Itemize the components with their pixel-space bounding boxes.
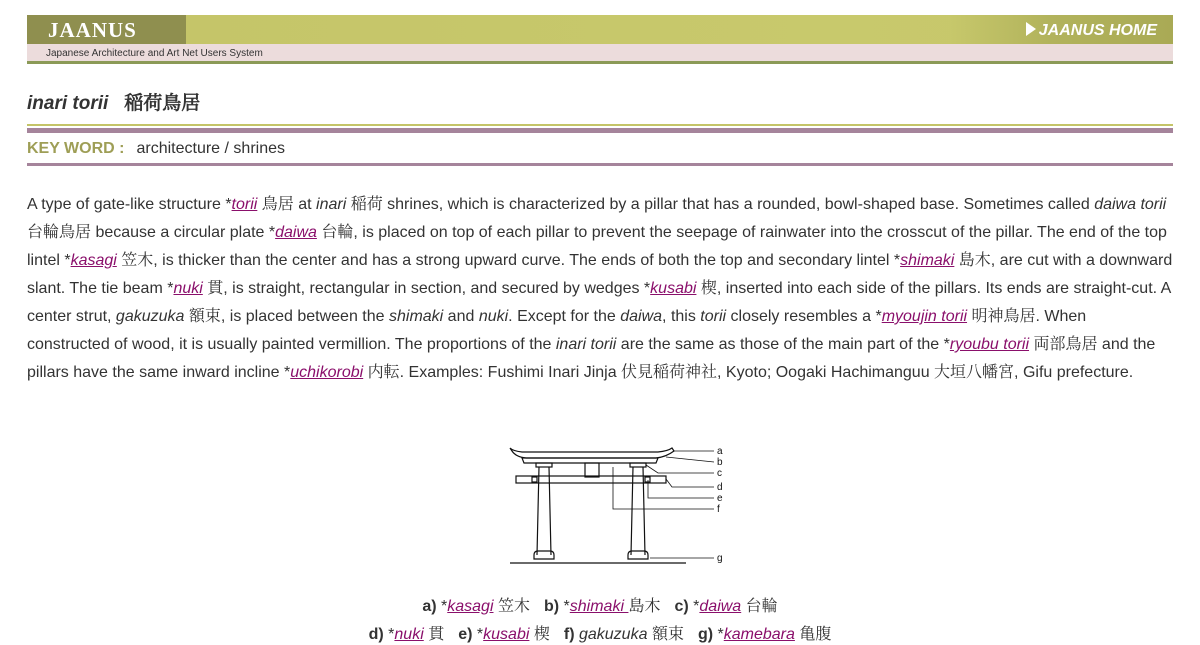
legend-japanese: 笠木 [497, 598, 530, 615]
legend-japanese: 貫 [428, 626, 445, 643]
link-ryoubu-torii[interactable]: ryoubu torii [949, 336, 1030, 353]
diagram-label-c: c [717, 468, 722, 479]
diagram-label-g: g [717, 553, 723, 564]
divider [27, 163, 1173, 166]
text: * [693, 598, 700, 615]
legend-key: f) [563, 626, 575, 643]
text: A type of gate-like structure * [27, 196, 232, 213]
site-header [27, 15, 1173, 64]
text: 額束, is placed between the [184, 308, 389, 325]
text: 台輪, is placed on top of each pillar to prevent the seepage of rainwater into the crosscut of the pillar. The end of the top lintel * [27, 224, 1167, 269]
legend-japanese: 亀腹 [799, 626, 832, 643]
term: gakuzuka [115, 308, 185, 325]
play-arrow-icon [1026, 22, 1036, 36]
legend-key: d) [368, 626, 384, 643]
text: * [476, 626, 484, 643]
legend-link-daiwa[interactable]: daiwa [699, 598, 742, 615]
diagram-label-b: b [717, 457, 723, 468]
home-link-label: JAANUS HOME [1038, 22, 1157, 39]
text: * [717, 626, 724, 643]
text: 貫, is straight, rectangular in section, and secured by wedges * [202, 280, 651, 297]
diagram-label-a: a [717, 446, 723, 457]
text: 両部鳥居 and the pillars have the same inward incline * [27, 336, 1156, 381]
text: 笠木, is thicker than the center and has a strong upward curve. The ends of both the top and secondary lintel * [116, 252, 901, 269]
term: daiwa [620, 308, 663, 325]
diagram-label-e: e [717, 493, 723, 504]
diagram-label-f: f [717, 504, 720, 515]
term: torii [700, 308, 727, 325]
link-torii[interactable]: torii [231, 196, 258, 213]
text: 内転. Examples: Fushimi Inari Jinja 伏見稲荷神社, Kyoto; Oogaki Hachimanguu 大垣八幡宮, Gifu prefecture. [363, 364, 1134, 381]
text: * [388, 626, 395, 643]
legend-link-kusabi[interactable]: kusabi [483, 626, 530, 643]
link-kusabi[interactable]: kusabi [650, 280, 697, 297]
text: . Except for the [508, 308, 621, 325]
term: inari [316, 196, 347, 213]
entry-description [27, 191, 1173, 387]
keyword-row [27, 133, 1173, 163]
legend-japanese: 台輪 [745, 598, 778, 615]
link-uchikorobi[interactable]: uchikorobi [290, 364, 364, 381]
legend-key: b) [543, 598, 560, 615]
term: nuki [478, 308, 509, 325]
term: inari torii [555, 336, 617, 353]
title-romaji: inari torii [27, 93, 109, 114]
header-bar [27, 15, 1173, 44]
link-nuki[interactable]: nuki [173, 280, 203, 297]
legend-link-kasagi[interactable]: kasagi [447, 598, 494, 615]
diagram-label-d: d [717, 482, 723, 493]
text: 楔, inserted into each side of the pillars. Its ends are straight-cut. A center strut, [27, 280, 1171, 325]
text: 明神鳥居. When constructed of wood, it is usually painted vermillion. The proportions of the [27, 308, 1087, 353]
legend-key: a) [422, 598, 437, 615]
diagram-legend-row-1 [27, 593, 1173, 616]
legend-key: e) [458, 626, 473, 643]
keyword-label: KEY WORD : [27, 140, 125, 157]
text: and [443, 308, 479, 325]
site-subtitle: Japanese Architecture and Art Net Users System [27, 44, 1173, 64]
title-japanese: 稲荷鳥居 [124, 93, 201, 114]
legend-link-kamebara[interactable]: kamebara [723, 626, 795, 643]
site-logo[interactable]: JAANUS [27, 15, 186, 44]
term: shimaki [388, 308, 444, 325]
text: * [441, 598, 448, 615]
text: 台輪鳥居 because a circular plate * [27, 224, 276, 241]
text: 鳥居 at [257, 196, 317, 213]
link-myoujin-torii[interactable]: myoujin torii [881, 308, 968, 325]
text: closely resembles a * [726, 308, 882, 325]
divider [27, 124, 1173, 126]
term: daiwa torii [1094, 196, 1167, 213]
link-daiwa[interactable]: daiwa [275, 224, 317, 241]
legend-link-shimaki[interactable]: shimaki [569, 598, 629, 615]
legend-key: g) [697, 626, 714, 643]
legend-japanese: 額束 [651, 626, 684, 643]
legend-link-nuki[interactable]: nuki [394, 626, 424, 643]
torii-diagram [508, 427, 723, 567]
page-title [27, 92, 1173, 116]
home-link[interactable] [948, 15, 1173, 44]
text: * [563, 598, 570, 615]
legend-key: c) [674, 598, 689, 615]
diagram-legend-row-2 [27, 621, 1173, 644]
text: are the same as those of the main part of the * [616, 336, 950, 353]
text: , this [662, 308, 701, 325]
keyword-value: architecture / shrines [136, 140, 285, 157]
legend-term: gakuzuka [578, 626, 648, 643]
text: 島木, are cut with a downward slant. The tie beam * [27, 252, 1173, 297]
legend-japanese: 島木 [628, 598, 661, 615]
link-kasagi[interactable]: kasagi [70, 252, 117, 269]
link-shimaki[interactable]: shimaki [900, 252, 955, 269]
legend-japanese: 楔 [533, 626, 550, 643]
text: 稲荷 shrines, which is characterized by a pillar that has a rounded, bowl-shaped base. Sometimes called [346, 196, 1095, 213]
